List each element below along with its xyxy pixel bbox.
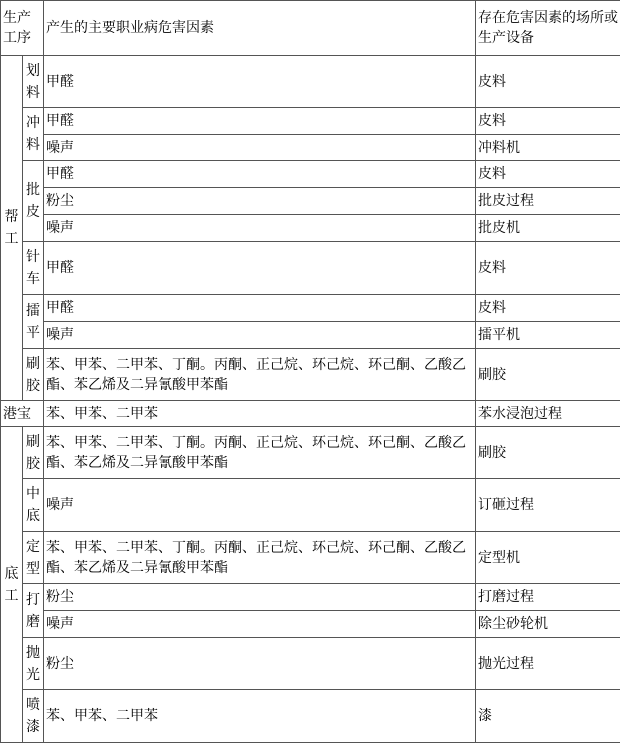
- location-cell: 冲料机: [476, 135, 620, 161]
- sub-process-cell: 针车: [23, 242, 44, 295]
- sub-process-cell: 擂平: [23, 295, 44, 349]
- location-cell: 皮料: [476, 108, 620, 135]
- table-row: [1, 242, 620, 295]
- header-process: 生产工序: [1, 1, 44, 56]
- group-cell-di: 底工: [1, 427, 23, 743]
- table-row: [1, 56, 620, 108]
- sub-process-cell: 刷胶: [23, 427, 44, 479]
- table-row: [1, 349, 620, 401]
- hazard-cell: 甲醛: [44, 242, 476, 295]
- hazard-cell: 甲醛: [44, 108, 476, 135]
- location-cell: 定型机: [476, 532, 620, 584]
- hazard-cell: 粉尘: [44, 584, 476, 611]
- table-row: [1, 188, 620, 215]
- sub-process-cell: 冲料: [23, 108, 44, 161]
- hazard-cell: 粉尘: [44, 638, 476, 690]
- group-cell-gangbao: 港宝: [1, 401, 44, 427]
- location-cell: 皮料: [476, 295, 620, 322]
- location-cell: 苯水浸泡过程: [476, 401, 620, 427]
- sub-process-cell: 定型: [23, 532, 44, 584]
- location-cell: 批皮机: [476, 215, 620, 242]
- location-cell: 批皮过程: [476, 188, 620, 215]
- sub-process-cell: 中底: [23, 479, 44, 532]
- location-cell: 漆: [476, 690, 620, 743]
- table-row: [1, 638, 620, 690]
- hazard-cell: 苯、甲苯、二甲苯: [44, 401, 476, 427]
- hazard-cell: 苯、甲苯、二甲苯: [44, 690, 476, 743]
- table-row: [1, 427, 620, 479]
- hazard-cell: 甲醛: [44, 56, 476, 108]
- header-location: 存在危害因素的场所或生产设备: [476, 1, 620, 56]
- hazard-cell: 苯、甲苯、二甲苯、丁酮。丙酮、正己烷、环己烷、环己酮、乙酸乙酯、苯乙烯及二异氰酸甲苯酯: [44, 427, 476, 479]
- table-row: [1, 215, 620, 242]
- table-row: [1, 401, 620, 427]
- location-cell: 擂平机: [476, 322, 620, 349]
- location-cell: 打磨过程: [476, 584, 620, 611]
- hazard-cell: 噪声: [44, 135, 476, 161]
- location-cell: 抛光过程: [476, 638, 620, 690]
- table-row: [1, 690, 620, 743]
- location-cell: 皮料: [476, 242, 620, 295]
- table-row: [1, 295, 620, 322]
- hazard-cell: 甲醛: [44, 295, 476, 322]
- hazard-cell: 粉尘: [44, 188, 476, 215]
- location-cell: 除尘砂轮机: [476, 611, 620, 638]
- table-row: [1, 584, 620, 611]
- hazard-cell: 噪声: [44, 611, 476, 638]
- sub-process-cell: 抛光: [23, 638, 44, 690]
- table-row: [1, 108, 620, 135]
- location-cell: 订砸过程: [476, 479, 620, 532]
- location-cell: 刷胶: [476, 349, 620, 401]
- sub-process-cell: 刷胶: [23, 349, 44, 401]
- hazard-cell: 苯、甲苯、二甲苯、丁酮。丙酮、正己烷、环己烷、环己酮、乙酸乙酯、苯乙烯及二异氰酸甲苯酯: [44, 532, 476, 584]
- header-hazards: 产生的主要职业病危害因素: [44, 1, 476, 56]
- sub-process-cell: 划料: [23, 56, 44, 108]
- hazard-cell: 甲醛: [44, 161, 476, 188]
- table-row: [1, 322, 620, 349]
- group-cell-bang: 帮工: [1, 56, 23, 401]
- location-cell: 皮料: [476, 161, 620, 188]
- table-row: [1, 161, 620, 188]
- table-row: [1, 611, 620, 638]
- sub-process-cell: 批皮: [23, 161, 44, 242]
- header-row: [1, 1, 620, 56]
- table-row: [1, 532, 620, 584]
- table-row: [1, 479, 620, 532]
- hazard-cell: 噪声: [44, 322, 476, 349]
- sub-process-cell: 喷漆: [23, 690, 44, 743]
- hazard-cell: 噪声: [44, 215, 476, 242]
- sub-process-cell: 打磨: [23, 584, 44, 638]
- location-cell: 刷胶: [476, 427, 620, 479]
- location-cell: 皮料: [476, 56, 620, 108]
- table-row: [1, 135, 620, 161]
- hazard-cell: 苯、甲苯、二甲苯、丁酮。丙酮、正己烷、环己烷、环己酮、乙酸乙酯、苯乙烯及二异氰酸甲苯酯: [44, 349, 476, 401]
- hazard-cell: 噪声: [44, 479, 476, 532]
